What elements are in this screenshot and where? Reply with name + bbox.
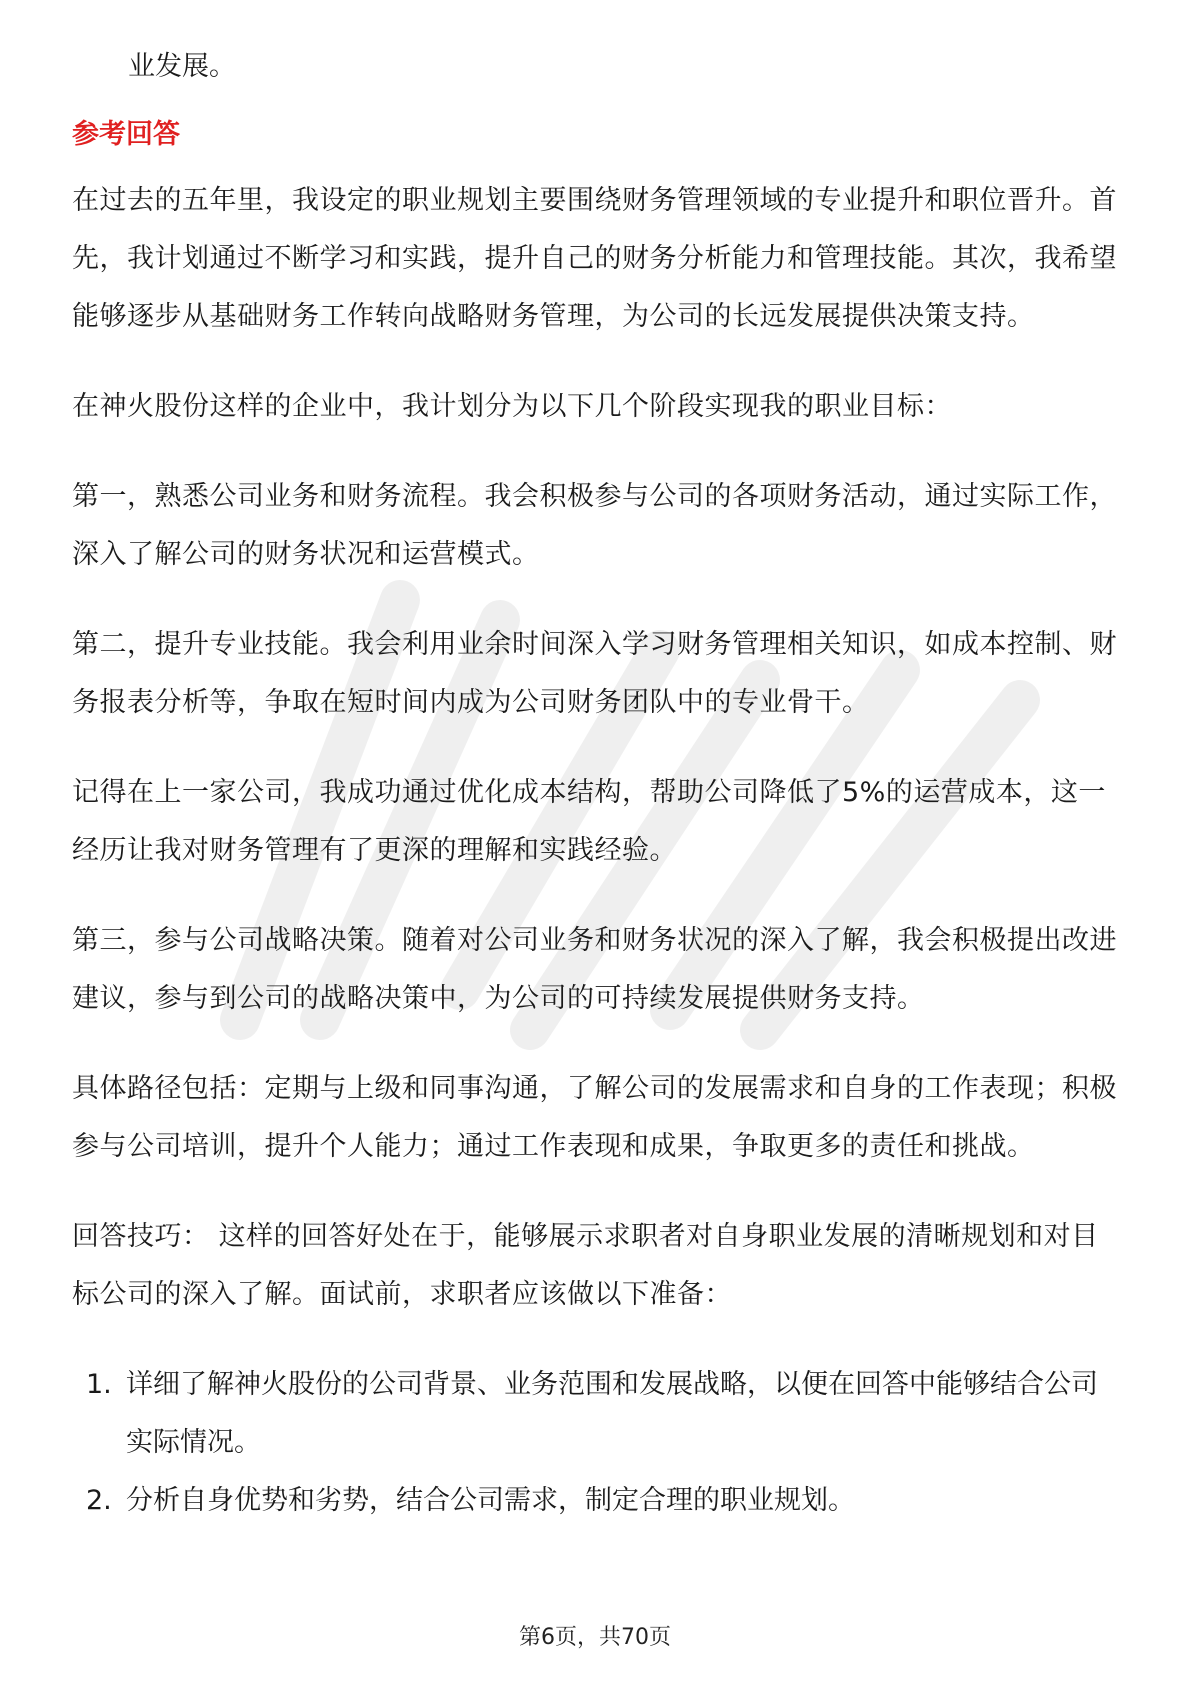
list-item-text: 详细了解神火股份的公司背景、业务范围和发展战略，以便在回答中能够结合公司实际情况。 [126,1369,1098,1458]
list-item [72,1472,1122,1530]
continued-text: 业发展。 [128,51,236,82]
paragraph: 记得在上一家公司，我成功通过优化成本结构，帮助公司降低了5%的运营成本，这一经历让我对财务管理有了更深的理解和实践经验。 [72,777,1106,866]
paragraph: 在过去的五年里，我设定的职业规划主要围绕财务管理领域的专业提升和职位晋升。首先，我计划通过不断学习和实践，提升自己的财务分析能力和管理技能。其次，我希望能够逐步从基础财务工作转向战略财务管理，为公司的长远发展提供决策支持。 [72,185,1117,332]
paragraph: 第二，提升专业技能。我会利用业余时间深入学习财务管理相关知识，如成本控制、财务报表分析等，争取在短时间内成为公司财务团队中的专业骨干。 [72,629,1117,718]
section-title: 参考回答 [72,119,180,150]
paragraph: 具体路径包括：定期与上级和同事沟通，了解公司的发展需求和自身的工作表现；积极参与公司培训，提升个人能力；通过工作表现和成果，争取更多的责任和挑战。 [72,1073,1117,1162]
paragraph: 第一，熟悉公司业务和财务流程。我会积极参与公司的各项财务活动，通过实际工作，深入了解公司的财务状况和运营模式。 [72,481,1117,570]
paragraph: 在神火股份这样的企业中，我计划分为以下几个阶段实现我的职业目标： [72,391,952,422]
list-number: 2. [86,1485,112,1516]
document-content [72,38,1122,1530]
paragraph: 第三，参与公司战略决策。随着对公司业务和财务状况的深入了解，我会积极提出改进建议，参与到公司的战略决策中，为公司的可持续发展提供财务支持。 [72,925,1117,1014]
list-item-text: 分析自身优势和劣势，结合公司需求，制定合理的职业规划。 [126,1485,855,1516]
page-footer: 第6页，共70页 [519,1625,671,1650]
tips-list [72,1356,1122,1530]
list-item [72,1356,1122,1472]
paragraph: 回答技巧： 这样的回答好处在于，能够展示求职者对自身职业发展的清晰规划和对目标公司的深入了解。面试前，求职者应该做以下准备： [72,1221,1099,1310]
list-number: 1. [86,1369,112,1400]
